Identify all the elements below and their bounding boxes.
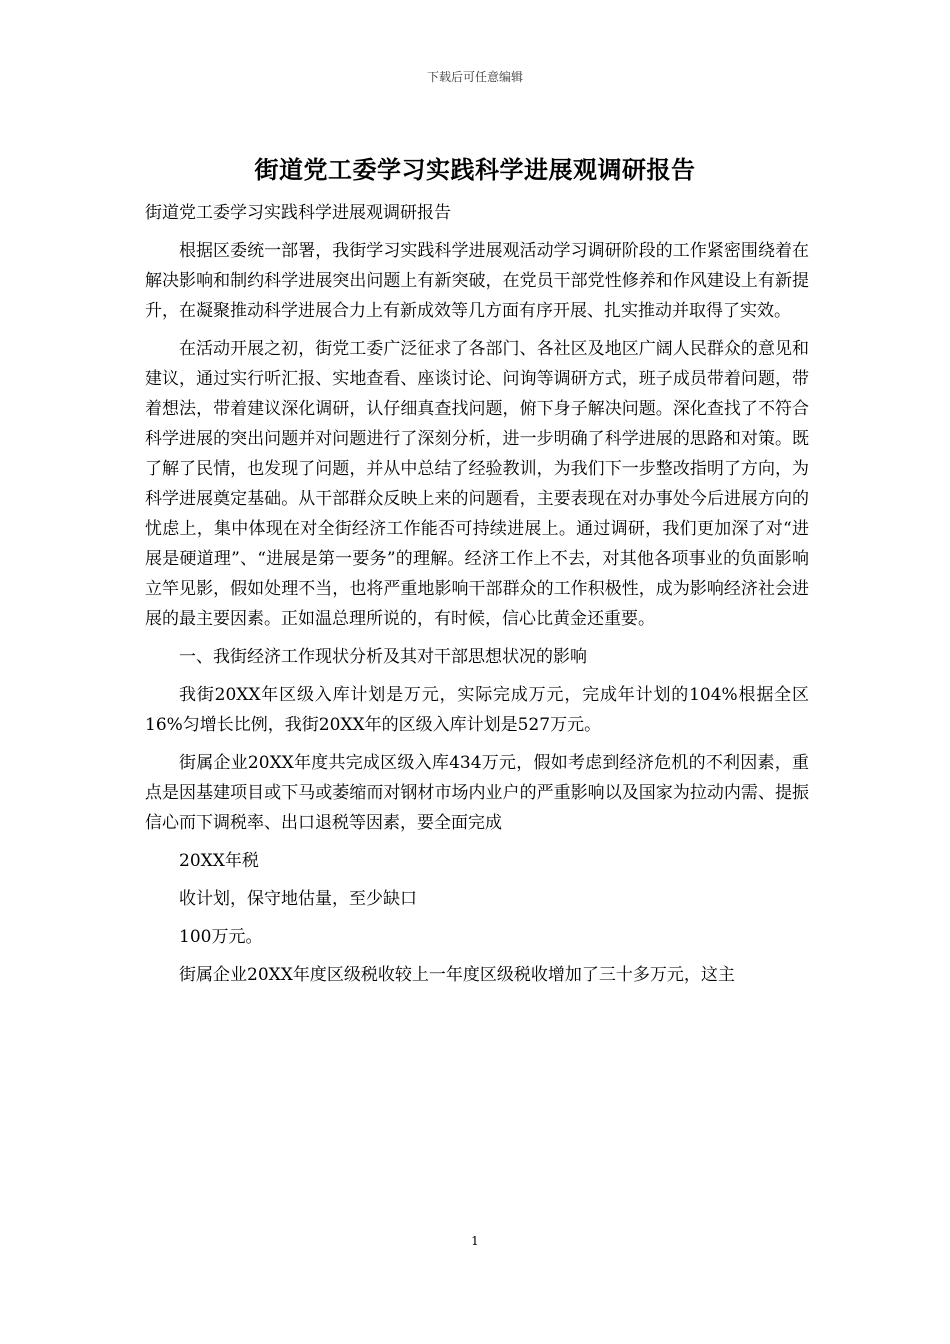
paragraph-6: 收计划，保守地估量，至少缺口 (179, 889, 417, 909)
header-note: 下载后可任意编辑 (426, 70, 523, 84)
document-subtitle: 街道党工委学习实践科学进展观调研报告 (145, 203, 451, 223)
document-title: 街道党工委学习实践科学进展观调研报告 (254, 155, 696, 184)
page-number: 1 (471, 1234, 479, 1248)
document-body (145, 198, 809, 990)
section-heading-1: 一、我街经济工作现状分析及其对干部思想状况的影响 (179, 647, 587, 667)
paragraph-5: 20XX年税 (179, 851, 259, 871)
paragraph-8: 街属企业20XX年度区级税收较上一年度区级税收增加了三十多万元，这主 (179, 965, 735, 985)
paragraph-1: 根据区委统一部署，我街学习实践科学进展观活动学习调研阶段的工作紧密围绕着在解决影响和制约科学进展突出问题上有新突破，在党员干部党性修养和作风建设上有新提升，在凝聚推动科学进展合力上有新成效等几方面有序开展、扎实推动并取得了实效。 (145, 241, 809, 321)
paragraph-3: 我街20XX年区级入库计划是万元，实际完成万元，完成年计划的104%根据全区16%匀增长比例，我街20XX年的区级入库计划是527万元。 (145, 685, 809, 735)
paragraph-7: 100万元。 (179, 927, 263, 947)
paragraph-4: 街属企业20XX年度共完成区级入库434万元，假如考虑到经济危机的不利因素，重点是因基建项目或下马或萎缩而对钢材市场内业户的严重影响以及国家为拉动内需、提振信心而下调税率、出口退税等因素，要全面完成 (145, 753, 809, 833)
paragraph-2: 在活动开展之初，街党工委广泛征求了各部门、各社区及地区广阔人民群众的意见和建议，通过实行听汇报、实地查看、座谈讨论、问询等调研方式，班子成员带着问题，带着想法，带着建议深化调研，认仔细真查找问题，俯下身子解决问题。深化查找了不符合科学进展的突出问题并对问题进行了深刻分析，进一步明确了科学进展的思路和对策。既了解了民情，也发现了问题，并从中总结了经验教训，为我们下一步整改指明了方向，为科学进展奠定基础。从干部群众反映上来的问题看，主要表现在对办事处今后进展方向的忧虑上，集中体现在对全街经济工作能否可持续进展上。通过调研，我们更加深了对“进展是硬道理”、“进展是第一要务”的理解。经济工作上不去，对其他各项事业的负面影响立竿见影，假如处理不当，也将严重地影响干部群众的工作积极性，成为影响经济社会进展的最主要因素。正如温总理所说的，有时候，信心比黄金还重要。 (145, 339, 809, 629)
